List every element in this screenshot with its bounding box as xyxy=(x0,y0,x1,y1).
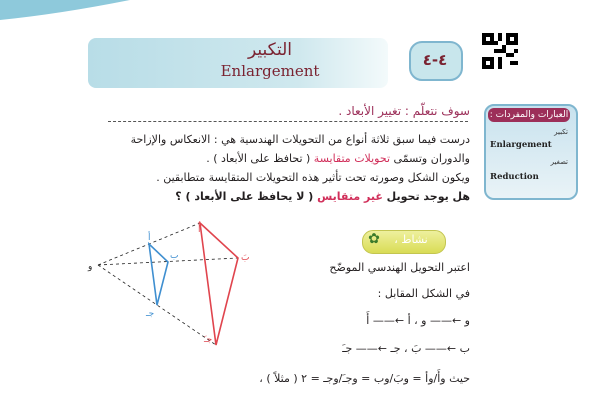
intro-line-2: والدوران وتسمّى تحويلات متقايسة ( تحافظ على الأبعاد ) . xyxy=(206,152,470,165)
label-c-prime: جـَ xyxy=(204,335,213,345)
mapping-line-2: ب ←—— بَ ، جـ ←—— جـَ xyxy=(342,342,470,355)
image-triangle xyxy=(200,223,238,345)
label-a: أ xyxy=(148,233,151,243)
corner-decoration xyxy=(0,0,600,22)
enlargement-figure xyxy=(86,220,276,350)
intro-line-1: درست فيما سبق ثلاثة أنواع من التحويلات الهندسية هي : الانعكاس والإزاحة xyxy=(130,133,470,146)
dashed-divider xyxy=(108,121,468,122)
activity-line-2: في الشكل المقابل : xyxy=(377,287,470,300)
lesson-number: ٤-٤ xyxy=(422,51,448,69)
intro-question: هل يوجد تحويل غير متقايس ( لا يحافظ على الأبعاد ) ؟ xyxy=(175,190,470,203)
ratio-statement: حيث وأَ/وأ = وبَ/وب = وجـَ/وجـ = ٢ ( مثلاً ) ، xyxy=(259,372,470,385)
mapping-line-1: و ←—— و ، أ ←—— أَ xyxy=(366,314,470,327)
label-b-prime: بَ xyxy=(241,253,250,263)
qr-code-icon[interactable] xyxy=(482,33,518,69)
vocab-term-en-2: Reduction xyxy=(490,172,539,182)
learning-objective: سوف نتعلّم : تغيير الأبعاد . xyxy=(338,104,470,118)
lesson-title-arabic: التكبير xyxy=(247,40,293,60)
term-isometric: تحويلات متقايسة xyxy=(313,152,391,165)
activity-line-1: اعتبر التحويل الهندسي الموضّح xyxy=(329,261,470,274)
label-b: ب xyxy=(170,251,179,261)
label-c: جـ xyxy=(146,309,155,319)
original-triangle xyxy=(149,244,168,305)
intro-line-3: ويكون الشكل وصورته تحت تأثير هذه التحويلات المتقايسة متطابقين . xyxy=(156,171,470,184)
label-a-prime: أَ xyxy=(198,225,201,235)
label-o: و xyxy=(88,262,93,272)
vocabulary-heading: العبارات والمفردات : xyxy=(489,110,569,120)
vocab-term-en-1: Enlargement xyxy=(490,140,552,150)
activity-label: نشاط ، xyxy=(394,233,428,246)
lesson-title-english: Enlargement xyxy=(220,62,320,80)
activity-icon: ✿ xyxy=(368,231,380,247)
vocab-term-ar-1: تكبير xyxy=(554,128,568,136)
vocab-term-ar-2: تصغير xyxy=(550,158,568,166)
term-non-isometric: غير متقايس xyxy=(317,190,383,203)
